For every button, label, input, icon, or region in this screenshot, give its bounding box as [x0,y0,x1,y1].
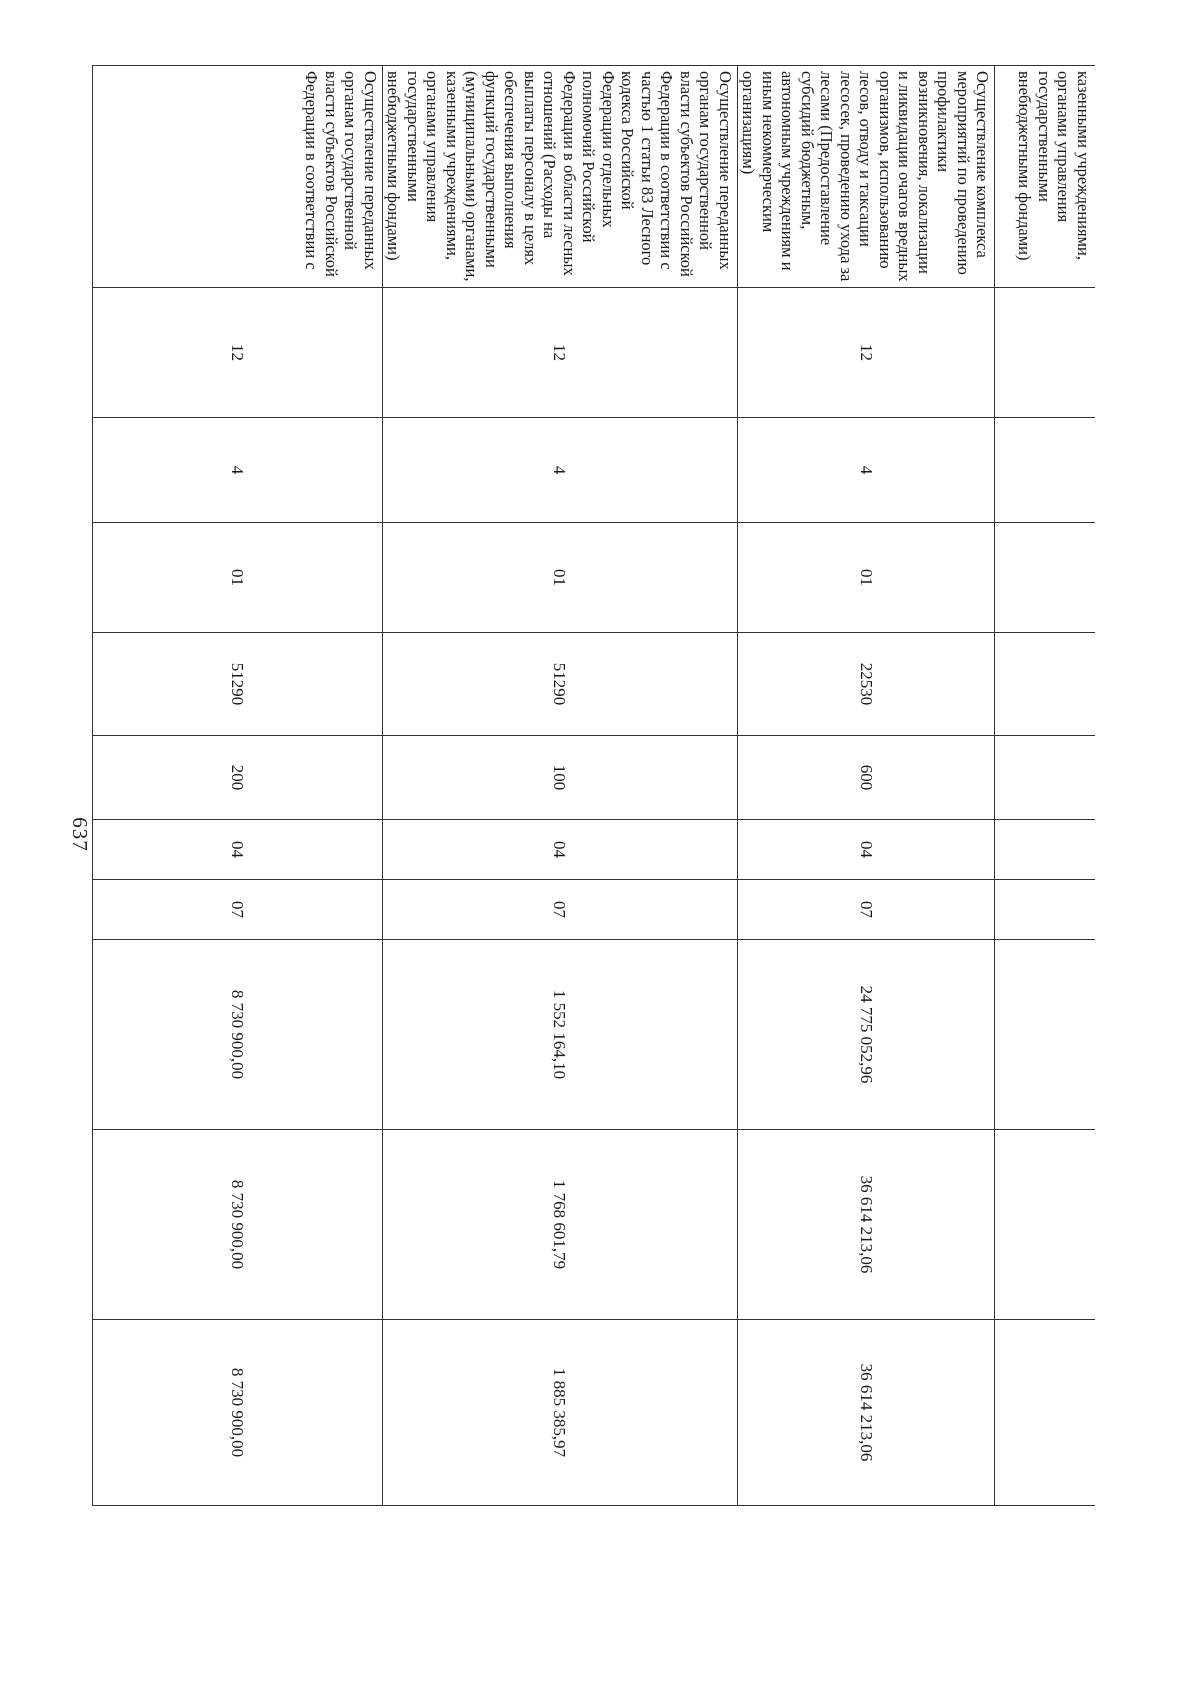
program-code: 12 [738,288,996,418]
section-code: 04 [383,820,738,880]
expense-type-code: 200 [93,736,383,820]
amount-year-2 [995,1130,1095,1320]
amount-year-1: 1 552 164,10 [383,940,738,1130]
expense-type-code [995,736,1095,820]
amount-year-2: 1 768 601,79 [383,1130,738,1320]
main-activity-code [995,523,1095,633]
row-description: Осуществление комплекса мероприятий по проведению профилактики возникновения, локализации и ликвидации очагов вредных организмов, использованию лесов, отводу и таксации лесосек, проведению ухода за лесами (Предоставление субсидий бюджетным, автономным учреждениям и иным некоммерческим организациям) [738,66,996,288]
main-activity-code: 01 [738,523,996,633]
subprogram-code: 4 [93,418,383,523]
subsection-code: 07 [738,880,996,940]
subsection-code: 07 [93,880,383,940]
subsection-code: 07 [383,880,738,940]
direction-code [995,633,1095,736]
direction-code: 51290 [93,633,383,736]
row-description: казенными учреждениями, органами управления государственными внебюджетными фондами) [995,66,1095,288]
subsection-code [995,880,1095,940]
main-activity-code: 01 [93,523,383,633]
direction-code: 22530 [738,633,996,736]
amount-year-3: 8 730 900,00 [93,1320,383,1506]
table-row [383,66,738,1506]
row-description: Осуществление переданных органам государственной власти субъектов Российской Федерации в соответствии с [93,66,383,288]
expense-type-code: 600 [738,736,996,820]
program-code: 12 [93,288,383,418]
page-number: 637 [67,817,92,852]
subprogram-code: 4 [383,418,738,523]
amount-year-2: 8 730 900,00 [93,1130,383,1320]
direction-code: 51290 [383,633,738,736]
amount-year-3: 1 885 385,97 [383,1320,738,1506]
subprogram-code: 4 [738,418,996,523]
budget-table [92,65,1095,1506]
subprogram-code [995,418,1095,523]
amount-year-3 [995,1320,1095,1506]
main-activity-code: 01 [383,523,738,633]
expense-type-code: 100 [383,736,738,820]
program-code [995,288,1095,418]
amount-year-2: 36 614 213,06 [738,1130,996,1320]
amount-year-3: 36 614 213,06 [738,1320,996,1506]
amount-year-1: 8 730 900,00 [93,940,383,1130]
amount-year-1 [995,940,1095,1130]
section-code [995,820,1095,880]
section-code: 04 [93,820,383,880]
budget-table-rotated [105,65,1095,1505]
amount-year-1: 24 775 052,96 [738,940,996,1130]
section-code: 04 [738,820,996,880]
row-description: Осуществление переданных органам государственной власти субъектов Российской Федерации в соответствии с частью 1 статьи 83 Лесного кодекса Российской Федерации отдельных полномочий Российской Федерации в области лесных отношений (Расходы на выплаты персоналу в целях обеспечения выполнения функций государственными (муниципальными) органами, казенными учреждениями, органами управления государственными внебюджетными фондами) [383,66,738,288]
program-code: 12 [383,288,738,418]
table-row [738,66,996,1506]
table-row [93,66,383,1506]
table-row [995,66,1095,1506]
